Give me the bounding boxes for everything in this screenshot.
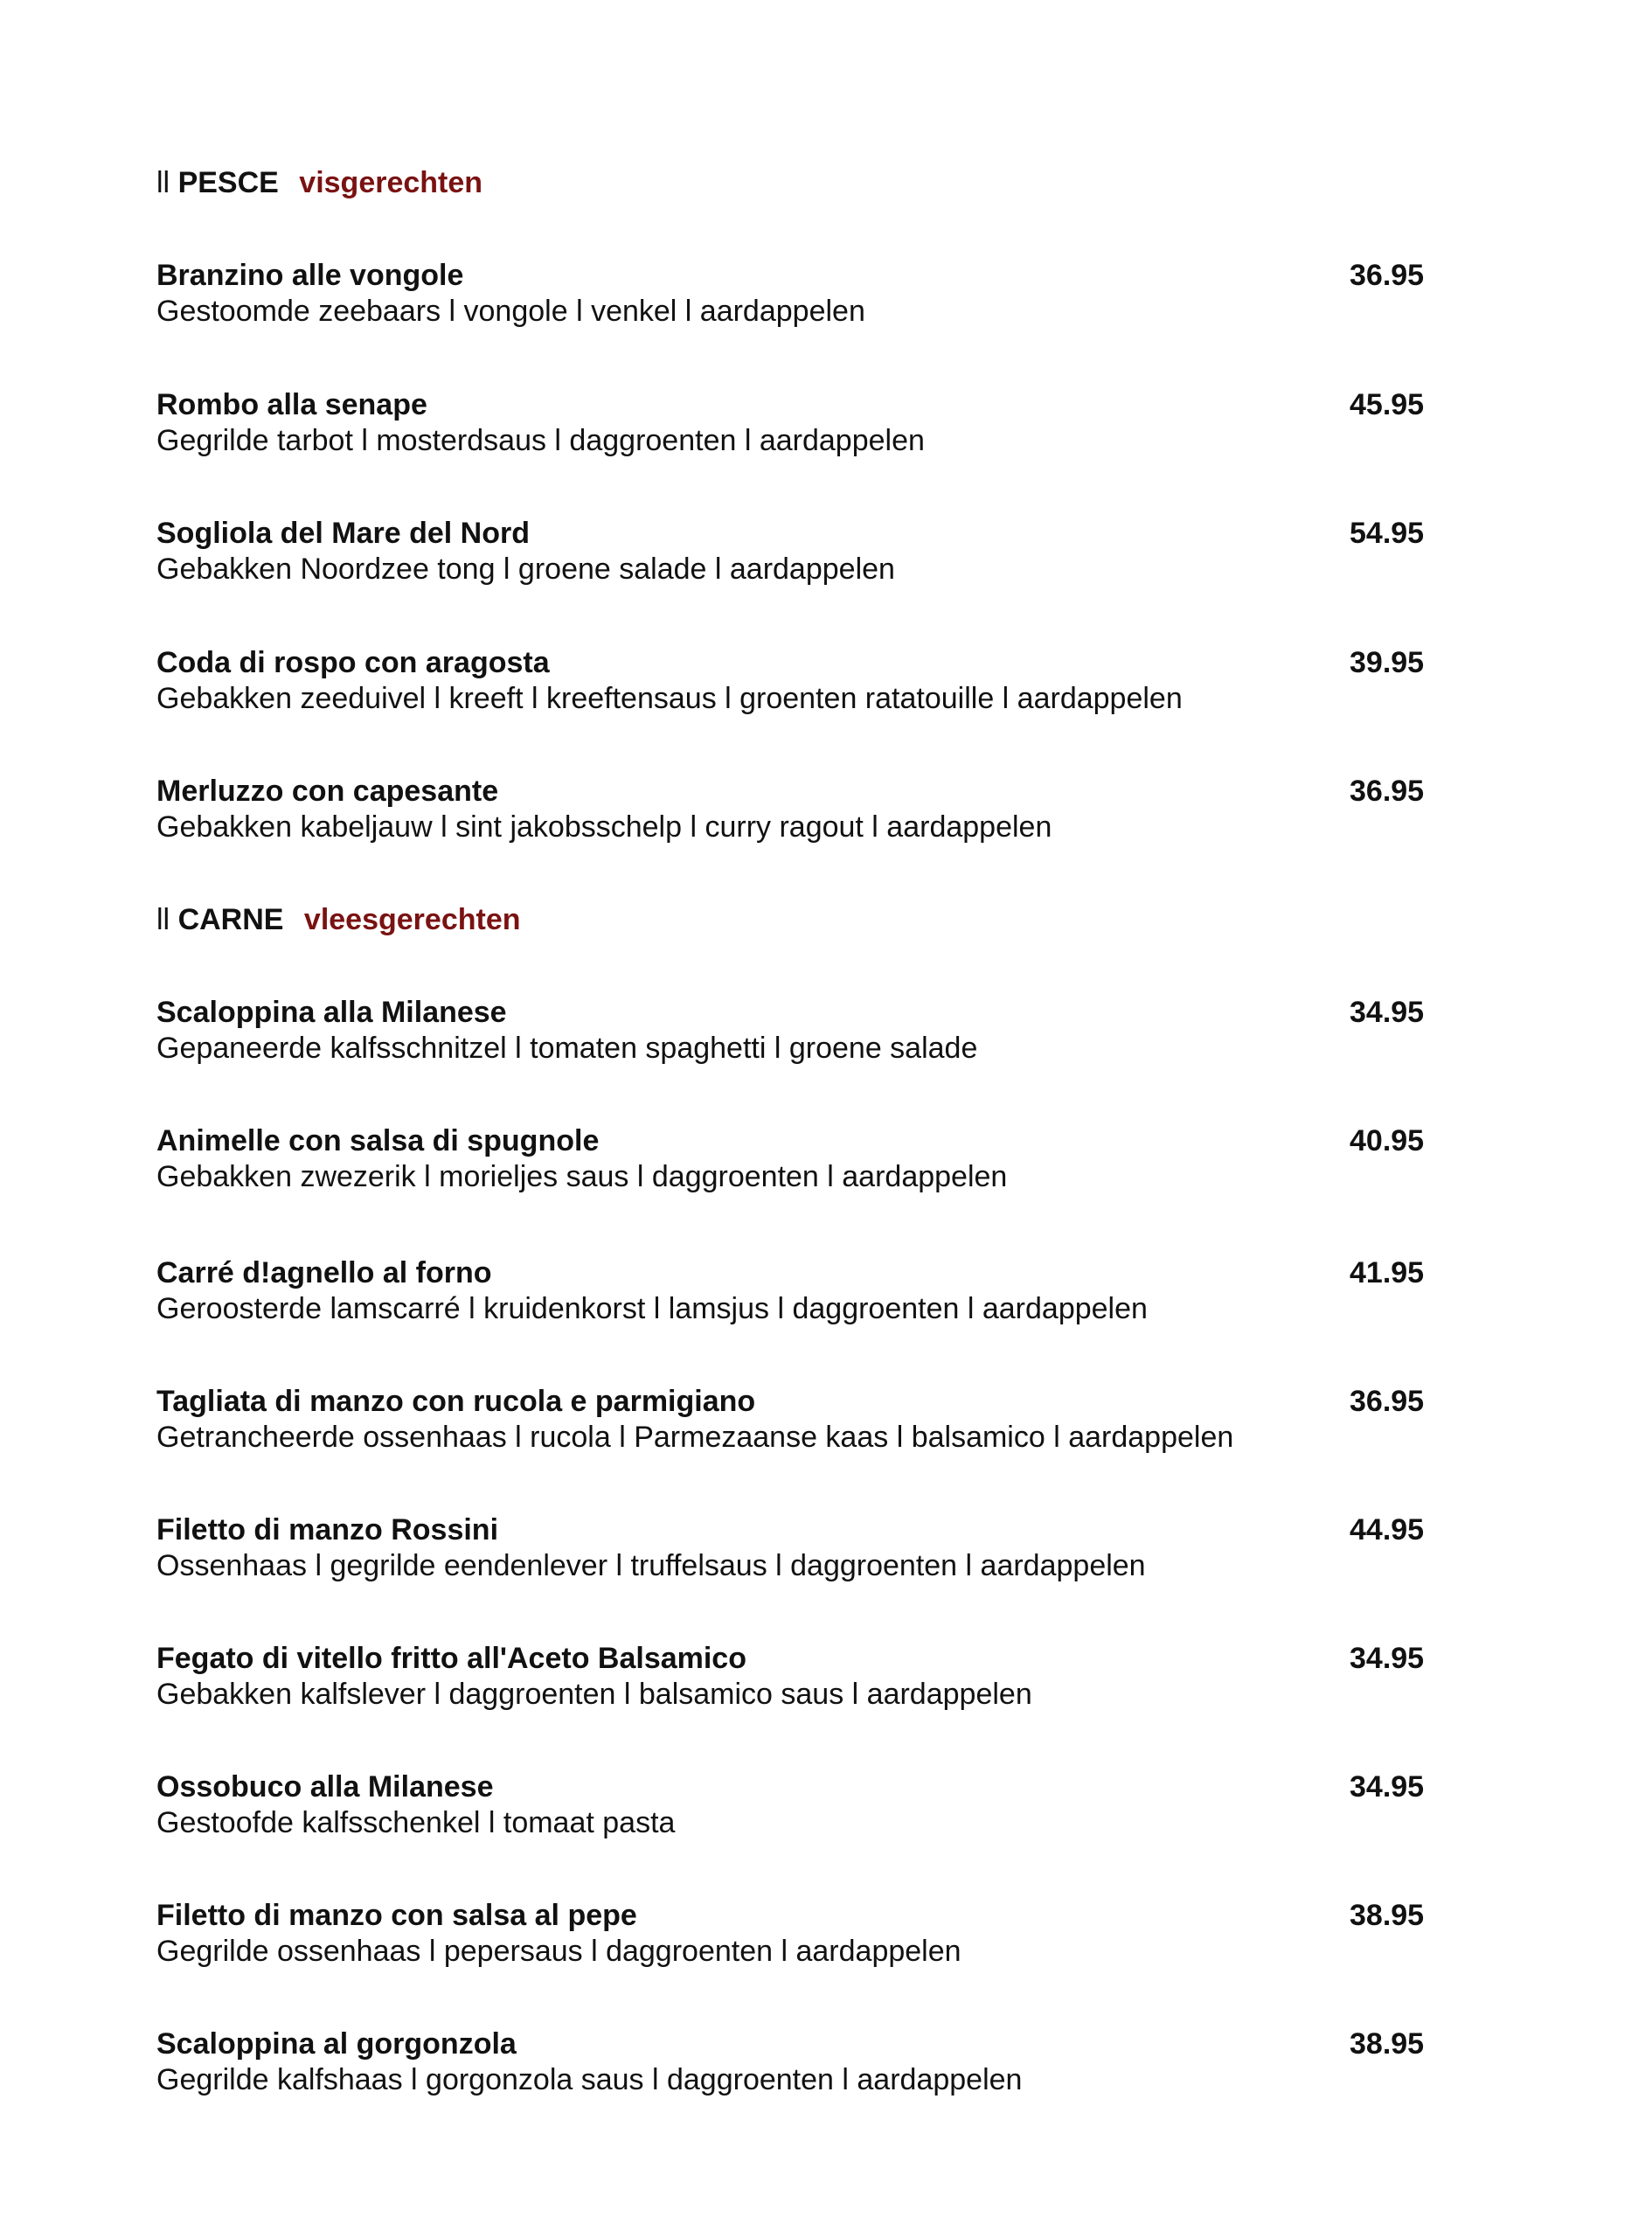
dish-name: Carré d!agnello al forno [156,1256,492,1289]
dish-description: Gestoomde zeebaars l vongole l venkel l aardappelen [156,295,865,328]
dish-price: 54.95 [1350,517,1425,550]
section-title-italian: PESCE [177,166,279,199]
dish-price: 36.95 [1350,775,1425,808]
dish-description: Gebakken zwezerik l morieljes saus l daggroenten l aardappelen [156,1160,1008,1193]
dish-price: 36.95 [1350,259,1425,292]
menu-item [156,516,1433,587]
dish-description: Gebakken kabeljauw l sint jakobsschelp l curry ragout l aardappelen [156,810,1052,844]
dish-name: Merluzzo con capesante [156,775,499,808]
dish-price: 40.95 [1350,1124,1425,1157]
dish-description: Gestoofde kalfsschenkel l tomaat pasta [156,1806,676,1839]
menu-item [156,995,1433,1067]
dish-name: Filetto di manzo Rossini [156,1513,499,1546]
section-marker: ll [156,166,170,199]
dish-name: Rombo alla senape [156,388,427,421]
section-title-dutch: vleesgerechten [303,903,521,936]
dish-name: Animelle con salsa di spugnole [156,1124,600,1157]
dish-price: 38.95 [1350,2027,1425,2061]
dish-description: Gegrilde ossenhaas l pepersaus l daggroenten l aardappelen [156,1935,961,1968]
dish-description: Geroosterde lamscarré l kruidenkorst l lamsjus l daggroenten l aardappelen [156,1292,1148,1325]
dish-price: 45.95 [1350,388,1425,421]
menu-item [156,1898,1433,1970]
menu-item [156,2026,1433,2098]
dish-description: Gebakken zeeduivel l kreeft l kreeftensaus l groenten ratatouille l aardappelen [156,682,1183,715]
section-title-italian: CARNE [177,903,284,936]
dish-price: 34.95 [1350,1770,1425,1804]
dish-price: 34.95 [1350,996,1425,1029]
dish-name: Coda di rospo con aragosta [156,646,550,679]
menu-item [156,1641,1433,1713]
dish-description: Getrancheerde ossenhaas l rucola l Parmezaanse kaas l balsamico l aardappelen [156,1421,1234,1454]
dish-price: 38.95 [1350,1899,1425,1932]
menu-item [156,1384,1433,1456]
section-heading-carne [156,902,521,937]
dish-price: 39.95 [1350,646,1425,679]
dish-name: Scaloppina alla Milanese [156,996,507,1029]
dish-description: Gegrilde tarbot l mosterdsaus l daggroenten l aardappelen [156,424,925,457]
menu-item [156,387,1433,459]
dish-name: Sogliola del Mare del Nord [156,517,530,550]
dish-price: 34.95 [1350,1642,1425,1675]
dish-price: 36.95 [1350,1385,1425,1418]
dish-description: Gebakken kalfslever l daggroenten l balsamico saus l aardappelen [156,1678,1032,1711]
dish-name: Branzino alle vongole [156,259,464,292]
section-heading-pesce [156,165,482,200]
dish-description: Ossenhaas l gegrilde eendenlever l truffelsaus l daggroenten l aardappelen [156,1549,1146,1582]
section-title-dutch: visgerechten [299,166,483,199]
menu-item [156,774,1433,845]
dish-price: 41.95 [1350,1256,1425,1289]
menu-item [156,645,1433,717]
menu-item [156,1123,1433,1195]
dish-name: Scaloppina al gorgonzola [156,2027,517,2061]
dish-price: 44.95 [1350,1513,1425,1546]
dish-name: Filetto di manzo con salsa al pepe [156,1899,637,1932]
menu-item [156,258,1433,330]
dish-name: Ossobuco alla Milanese [156,1770,494,1804]
dish-name: Tagliata di manzo con rucola e parmigiano [156,1385,756,1418]
dish-description: Gegrilde kalfshaas l gorgonzola saus l daggroenten l aardappelen [156,2063,1023,2096]
menu-item [156,1512,1433,1584]
menu-item [156,1769,1433,1841]
dish-name: Fegato di vitello fritto all'Aceto Balsamico [156,1642,746,1675]
dish-description: Gebakken Noordzee tong l groene salade l aardappelen [156,553,895,586]
section-marker: ll [156,903,170,936]
menu-item [156,1255,1433,1327]
dish-description: Gepaneerde kalfsschnitzel l tomaten spaghetti l groene salade [156,1032,978,1065]
